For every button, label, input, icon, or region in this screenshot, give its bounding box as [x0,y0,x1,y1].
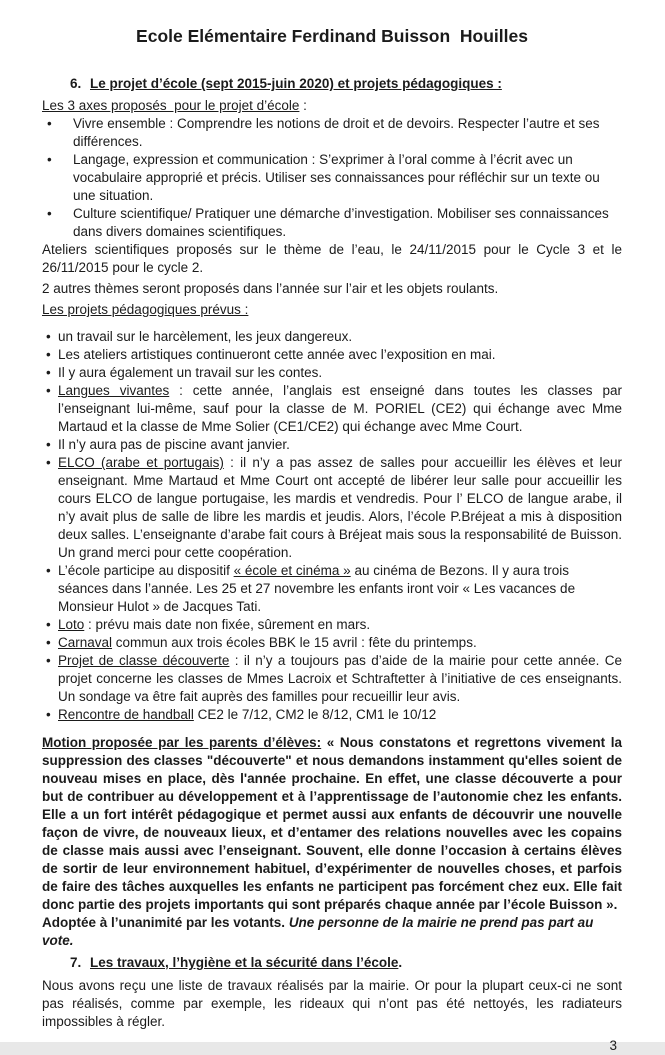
item-text-pre: L’école participe au dispositif [58,563,234,578]
item-underlined-lead: ELCO (arabe et portugais) [58,455,224,470]
section-6-number: 6. [70,76,82,91]
section-7-heading [42,954,622,972]
list-item: • Vivre ensemble : Comprendre les notions de droit et de devoirs. Respecter l’autre et ses différences. [42,115,622,151]
section-6-heading [42,75,622,93]
item-text: un travail sur le harcèlement, les jeux dangereux. [58,329,353,344]
list-item: • Langage, expression et communication : S’exprimer à l’oral comme à l’écrit avec un vocabulaire approprié et précis. Utiliser ses connaissances pour réfléchir sur un texte ou une situation. [42,151,622,205]
adoption-note-italic: Une personne de la mairie ne prend pas part au vote. [42,915,594,948]
page-title: Ecole Elémentaire Ferdinand Buisson Houilles [136,26,528,46]
item-underlined-phrase: « école et cinéma » [233,563,351,578]
list-item [42,562,622,616]
item-text: CE2 le 7/12, CM2 le 8/12, CM1 le 10/12 [193,707,437,722]
page-number: 3 [609,1038,617,1053]
ateliers-paragraph: Ateliers scientifiques proposés sur le thème de l’eau, le 24/11/2015 pour le Cycle 3 et le 26/11/2015 pour le cycle 2. [42,242,622,275]
motion-paragraph [42,734,622,914]
item-text: : prévu mais date non fixée, sûrement en mars. [84,617,371,632]
projets-heading: Les projets pédagogiques prévus : [42,302,249,317]
list-item [42,436,622,454]
list-item [42,346,622,364]
item-underlined-lead: Projet de classe découverte [58,653,230,668]
travaux-paragraph: Nous avons reçu une liste de travaux réalisés par la mairie. Or pour la plupart ceux-ci ne sont pas réalisés, comme par exemple, les rideaux qui n’ont pas été nettoyés, les radiateurs impossibles à régler. [42,978,622,1029]
list-item [42,652,622,706]
adoption-text: Adoptée à l’unanimité par les votants. [42,915,289,930]
list-item: • Culture scientifique/ Pratiquer une démarche d’investigation. Mobiliser ses connaissances dans divers domaines scientifiques. [42,205,622,241]
axes-intro [42,97,622,115]
item-text: Les ateliers artistiques continueront cette année avec l’exposition en mai. [58,347,496,362]
axes-list [42,115,622,241]
list-item [42,454,622,562]
item-text: Il y aura également un travail sur les contes. [58,365,323,380]
item-underlined-lead: Rencontre de handball [58,707,194,722]
autres-themes-paragraph: 2 autres thèmes seront proposés dans l’année sur l’air et les objets roulants. [42,281,499,296]
item-text: : il n’y a toujours pas d’aide de la mairie pour cette année. Ce projet concerne les classes de Mmes Lacroix et Schtraftetter à l’initiative de ces enseignants. Un sondage va être fait auprès des familles pour recueillir leur avis. [58,653,622,704]
projets-list [42,328,622,724]
item-text: commun aux trois écoles BBK le 15 avril : fête du printemps. [112,635,477,650]
list-item [42,634,622,652]
item-text: au cinéma de Bezons. Il y aura trois séances dans l’année. Les 25 et 27 novembre les enfants iront voir « Les vacances de Monsieur Hulot » de Jacques Tati. [58,563,576,614]
section-7-heading-period: . [398,955,403,970]
axes-intro-rest: : [299,98,307,113]
list-item [42,382,622,436]
list-item [42,328,622,346]
section-7-number: 7. [70,955,82,970]
motion-lead: Motion proposée par les parents d’élèves: [42,735,322,750]
item-text: : il n’y a pas assez de salles pour accueillir les élèves et leur enseignant. Mme Martaud et Mme Court ont accepté de libérer leur salle pour accueillir les cours ELCO de langue portugaise, les mardis et vendredis. Pour l’ ELCO de langue arabe, il n’y avait plus de salle de libre les mardis et jeudis. Alors, l’école P.Bréjeat a mis à disposition deux salles. L’enseignante d’arabe fait cours à Bréjeat mais sous la responsabilité de Buisson. Un grand merci pour cette coopération. [58,455,622,560]
item-underlined-lead: Carnaval [58,635,113,650]
section-6-heading-text: Le projet d’école (sept 2015-juin 2020) et projets pédagogiques : [90,76,502,91]
item-underlined-lead: Langues vivantes [58,383,170,398]
axes-intro-underlined: Les 3 axes proposés pour le projet d’école [42,98,300,113]
list-item [42,364,622,382]
item-underlined-lead: Loto [58,617,85,632]
item-text: : cette année, l’anglais est enseigné dans toutes les classes par l’enseignant lui-même, sauf pour la classe de M. PORIEL (CE2) qui échange avec Mme Martaud et la classe de Mme Solier (CE1/CE2) qui échange avec Mme Court. [58,383,622,434]
section-7-heading-text: Les travaux, l’hygiène et la sécurité dans l’école [90,955,399,970]
motion-body: « Nous constatons et regrettons vivement la suppression des classes "découverte" et nous demandons instamment qu'elles soient de nouveau mises en place, dès l'année prochaine. En effet, une classe découverte a pour but de contribuer au développement et à l’apprentissage de l’autonomie chez les enfants. Elle a un fort intérêt pédagogique et permet aussi aux enfants de découvrir une nouvelle façon de vivre, de nouveaux lieux, et d’entamer des relations nouvelles avec les copains de classe mais aussi avec l’enseignant. Souvent, elle donne l’occasion à certains élèves de sortir de leur environnement habituel, d’expérimenter de nouvelles choses, et parfois de faire des tâches auxquelles les enfants ne participent pas forcément chez eux. Elle fait donc partie des projets importants qui sont préparés chaque année par l’école Buisson ». [42,735,623,912]
item-text: Il n’y aura pas de piscine avant janvier. [58,437,290,452]
list-item [42,616,622,634]
list-item [42,706,622,724]
adoption-line [42,914,622,950]
